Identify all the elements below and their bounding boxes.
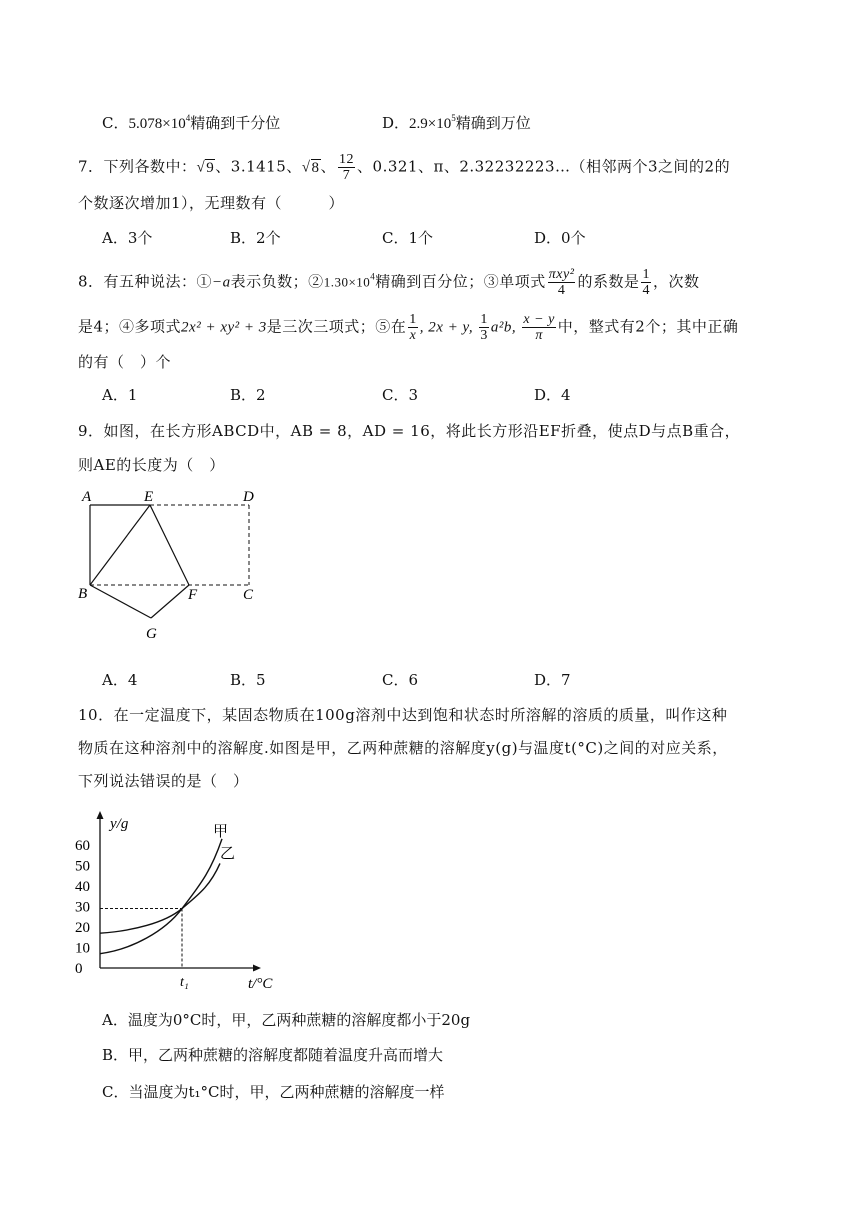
series-curve-jia [100, 839, 222, 954]
fraction-1-4: $\frac{1}{4}$ [642, 267, 650, 298]
q9-line2: 则AE的长度为（ ） [78, 456, 225, 474]
q8-line2: 是4；④多项式2x² + xy² + 3是三次三项式；⑤在 $\frac{1}{x}$ , 2x + y, $\frac{1}{3}$ a²b, $\frac{x - y}{\pi}$ 中，整式有2个；其中正确 [78, 312, 739, 343]
y-tick-30: 30 [75, 899, 90, 916]
sqrt-8: √8 [301, 159, 320, 176]
y-tick-labels [75, 838, 90, 977]
q7-line1: 7．下列各数中：√9、3.1415、√8、 $\frac{12}{7}$ 、0.321、π、2.32232223…（相邻两个3之间的2的 [78, 152, 731, 183]
sqrt-9: √9 [196, 159, 215, 176]
intersection-guides [100, 909, 182, 968]
series-curve-yi [100, 863, 220, 933]
fraction-1-x: $\frac{1}{x}$ [409, 312, 417, 343]
q6-option-d: D．$2.9\times 10^5$精确到万位 [382, 113, 531, 132]
q9-option-b: B．5 [230, 671, 266, 689]
q10-option-c: C．当温度为t₁°C时，甲，乙两种蔗糖的溶解度一样 [102, 1083, 445, 1101]
q8-option-a: A．1 [102, 386, 138, 404]
fraction-12-7: $\frac{12}{7}$ [339, 152, 355, 183]
q8-line1: 8．有五种说法：①−a表示负数；$②1.30\times 10^4$精确到百分位；③单项式 $\frac{\text{πxy²}}{4}$ 的系数是 $\frac{1}{4}$ ，次数 [78, 267, 700, 298]
q9-option-a: A．4 [102, 671, 138, 689]
y-tick-60: 60 [75, 838, 90, 854]
q9-option-d: D．7 [534, 671, 571, 689]
q7-option-d: D．0个 [534, 229, 586, 247]
y-axis-arrow [97, 811, 104, 819]
q10-line2: 物质在这种溶剂中的溶解度.如图是甲，乙两种蔗糖的溶解度y(g)与温度t(°C)之间的对应关系， [78, 739, 728, 757]
point-label-d: D [243, 489, 254, 505]
edge-fg [151, 585, 189, 618]
q8-option-b: B．2 [230, 386, 266, 404]
edge-ef [150, 505, 189, 585]
q8-line3: 的有（ ）个 [78, 353, 172, 371]
q9-option-c: C．6 [382, 671, 419, 689]
series-label-yi: 乙 [220, 846, 236, 862]
edge-bg [90, 585, 151, 618]
rectangle-fold-diagram [70, 484, 270, 659]
x-tick-label-t1: t₁ [180, 975, 189, 990]
x-axis-arrow [253, 965, 261, 972]
q7-line2: 个数逐次增加1），无理数有（ ） [78, 194, 345, 212]
y-tick-0: 0 [75, 961, 83, 977]
edge-be [90, 505, 150, 585]
y-axis-label: y/g [110, 816, 129, 832]
q8-option-c: C．3 [382, 386, 419, 404]
q7-option-c: C．1个 [382, 229, 434, 247]
y-tick-40: 40 [75, 879, 90, 895]
q10-option-a: A．温度为0°C时，甲，乙两种蔗糖的溶解度都小于20g [102, 1011, 471, 1029]
y-tick-20: 20 [75, 920, 90, 936]
point-label-f: F [188, 587, 198, 603]
q7-option-b: B．2个 [230, 229, 281, 247]
point-label-c: C [243, 587, 254, 603]
q10-line3: 下列说法错误的是（ ） [78, 772, 249, 790]
y-tick-50: 50 [75, 858, 90, 875]
point-label-g: G [146, 626, 157, 642]
q10-line1: 10．在一定温度下，某固态物质在100g溶剂中达到饱和状态时所溶解的溶质的质量，叫作这种 [78, 706, 728, 724]
q6-option-c: C．$5.078\times 10^4$精确到千分位 [102, 113, 281, 132]
series-curves [100, 839, 222, 954]
q8-option-d: D．4 [534, 386, 571, 404]
solubility-chart [70, 806, 285, 996]
fraction-1-3: $\frac{1}{3}$ [480, 312, 488, 343]
q9-line1: 9．如图，在长方形ABCD中，AB = 8，AD = 16，将此长方形沿EF折叠，使点D与点B重合， [78, 422, 741, 440]
point-label-a: A [82, 489, 92, 505]
point-label-e: E [144, 489, 154, 505]
fraction-x-y-pi: $\frac{x - y}{\pi}$ [523, 312, 555, 343]
y-tick-10: 10 [75, 940, 90, 957]
q10-option-b: B．甲，乙两种蔗糖的溶解度都随着温度升高而增大 [102, 1046, 444, 1064]
point-label-b: B [78, 586, 88, 602]
series-label-jia: 甲 [213, 824, 229, 840]
fraction-pixy2-4: $\frac{\text{πxy²}}{4}$ [548, 267, 575, 298]
q7-option-a: A．3个 [102, 229, 153, 247]
x-axis-label: t/°C [248, 976, 273, 992]
